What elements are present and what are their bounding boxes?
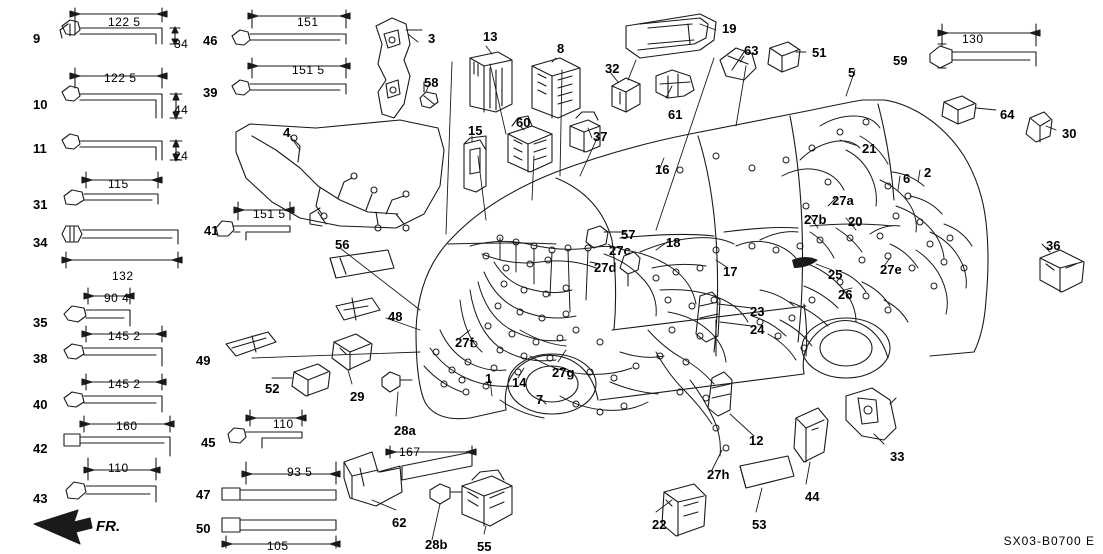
drawing-code: SX03-B0700 E [1003, 534, 1095, 548]
dim-167: 167 [399, 445, 421, 459]
callout-44: 44 [805, 489, 820, 504]
dim-132: 132 [112, 269, 134, 283]
callout-27-c: 27c [609, 243, 631, 258]
callout-47: 47 [196, 487, 211, 502]
callout-52: 52 [265, 381, 280, 396]
callout-2: 2 [924, 165, 932, 180]
dim-24: 24 [174, 149, 189, 163]
callout-60: 60 [516, 115, 531, 130]
callout-5: 5 [848, 65, 856, 80]
callout-9: 9 [33, 31, 41, 46]
callout-37: 37 [593, 129, 608, 144]
callout-27-b: 27b [804, 212, 827, 227]
callout-29: 29 [350, 389, 365, 404]
callout-24: 24 [750, 322, 765, 337]
callout-51: 51 [812, 45, 827, 60]
front-direction-label: FR. [96, 518, 121, 535]
callout-23: 23 [750, 304, 765, 319]
callout-13: 13 [483, 29, 498, 44]
callout-33: 33 [890, 449, 905, 464]
callout-55: 55 [477, 539, 492, 554]
callout-64: 64 [1000, 107, 1015, 122]
dim-110-b: 110 [108, 461, 129, 475]
callout-3: 3 [428, 31, 436, 46]
callout-41: 41 [204, 223, 219, 238]
callout-28-b: 28b [425, 537, 448, 552]
callout-7: 7 [536, 392, 544, 407]
callout-1: 1 [485, 371, 493, 386]
dim-90-4: 90 4 [104, 291, 130, 305]
dim-115: 115 [108, 177, 129, 191]
callout-30: 30 [1062, 126, 1077, 141]
callout-18: 18 [666, 235, 681, 250]
callout-20: 20 [848, 214, 863, 229]
callout-59: 59 [893, 53, 908, 68]
callout-48: 48 [388, 309, 403, 324]
callout-8: 8 [557, 41, 565, 56]
callout-15: 15 [468, 123, 483, 138]
dim-151-5-b: 151 5 [253, 207, 286, 221]
callout-31: 31 [33, 197, 48, 212]
callout-17: 17 [723, 264, 738, 279]
callout-39: 39 [203, 85, 218, 100]
callout-50: 50 [196, 521, 211, 536]
callout-4: 4 [283, 125, 291, 140]
dim-160: 160 [116, 419, 138, 433]
callout-57: 57 [621, 227, 636, 242]
callout-26: 26 [838, 287, 853, 302]
callout-19: 19 [722, 21, 737, 36]
callout-40: 40 [33, 397, 48, 412]
callout-36: 36 [1046, 238, 1061, 253]
callout-27-h: 27h [707, 467, 730, 482]
callout-11: 11 [33, 141, 47, 156]
callout-12: 12 [749, 433, 764, 448]
dim-151: 151 [297, 15, 319, 29]
callout-56: 56 [335, 237, 350, 252]
callout-27-e: 27e [880, 262, 902, 277]
callout-27-d: 27d [594, 260, 617, 275]
callout-35: 35 [33, 315, 48, 330]
callout-49: 49 [196, 353, 211, 368]
callout-27-f: 27f [455, 335, 474, 350]
dim-151-5-a: 151 5 [292, 63, 325, 77]
callout-38: 38 [33, 351, 48, 366]
callout-25: 25 [828, 267, 843, 282]
callout-45: 45 [201, 435, 216, 450]
callout-6: 6 [903, 171, 911, 186]
callout-63: 63 [744, 43, 759, 58]
dim-110-a: 110 [273, 417, 294, 431]
dim-122-5-b: 122 5 [104, 71, 137, 85]
dim-34: 34 [174, 37, 189, 51]
callout-28-a: 28a [394, 423, 416, 438]
dim-105: 105 [267, 539, 289, 553]
dim-44: 44 [174, 103, 189, 117]
callout-42: 42 [33, 441, 48, 456]
callout-27-g: 27g [552, 365, 575, 380]
callout-34: 34 [33, 235, 48, 250]
dim-130: 130 [962, 32, 984, 46]
callout-61: 61 [668, 107, 683, 122]
dim-145-2-b: 145 2 [108, 377, 141, 391]
callout-46: 46 [203, 33, 218, 48]
dim-145-2-a: 145 2 [108, 329, 141, 343]
callout-53: 53 [752, 517, 767, 532]
callout-16: 16 [655, 162, 670, 177]
callout-21: 21 [862, 141, 877, 156]
dim-93-5: 93 5 [287, 465, 313, 479]
callout-43: 43 [33, 491, 48, 506]
callout-10: 10 [33, 97, 48, 112]
callout-27-a: 27a [832, 193, 854, 208]
callout-14: 14 [512, 375, 527, 390]
callout-62: 62 [392, 515, 407, 530]
dim-122-5-a: 122 5 [108, 15, 141, 29]
callout-22: 22 [652, 517, 667, 532]
callout-32: 32 [605, 61, 620, 76]
callout-58: 58 [424, 75, 439, 90]
